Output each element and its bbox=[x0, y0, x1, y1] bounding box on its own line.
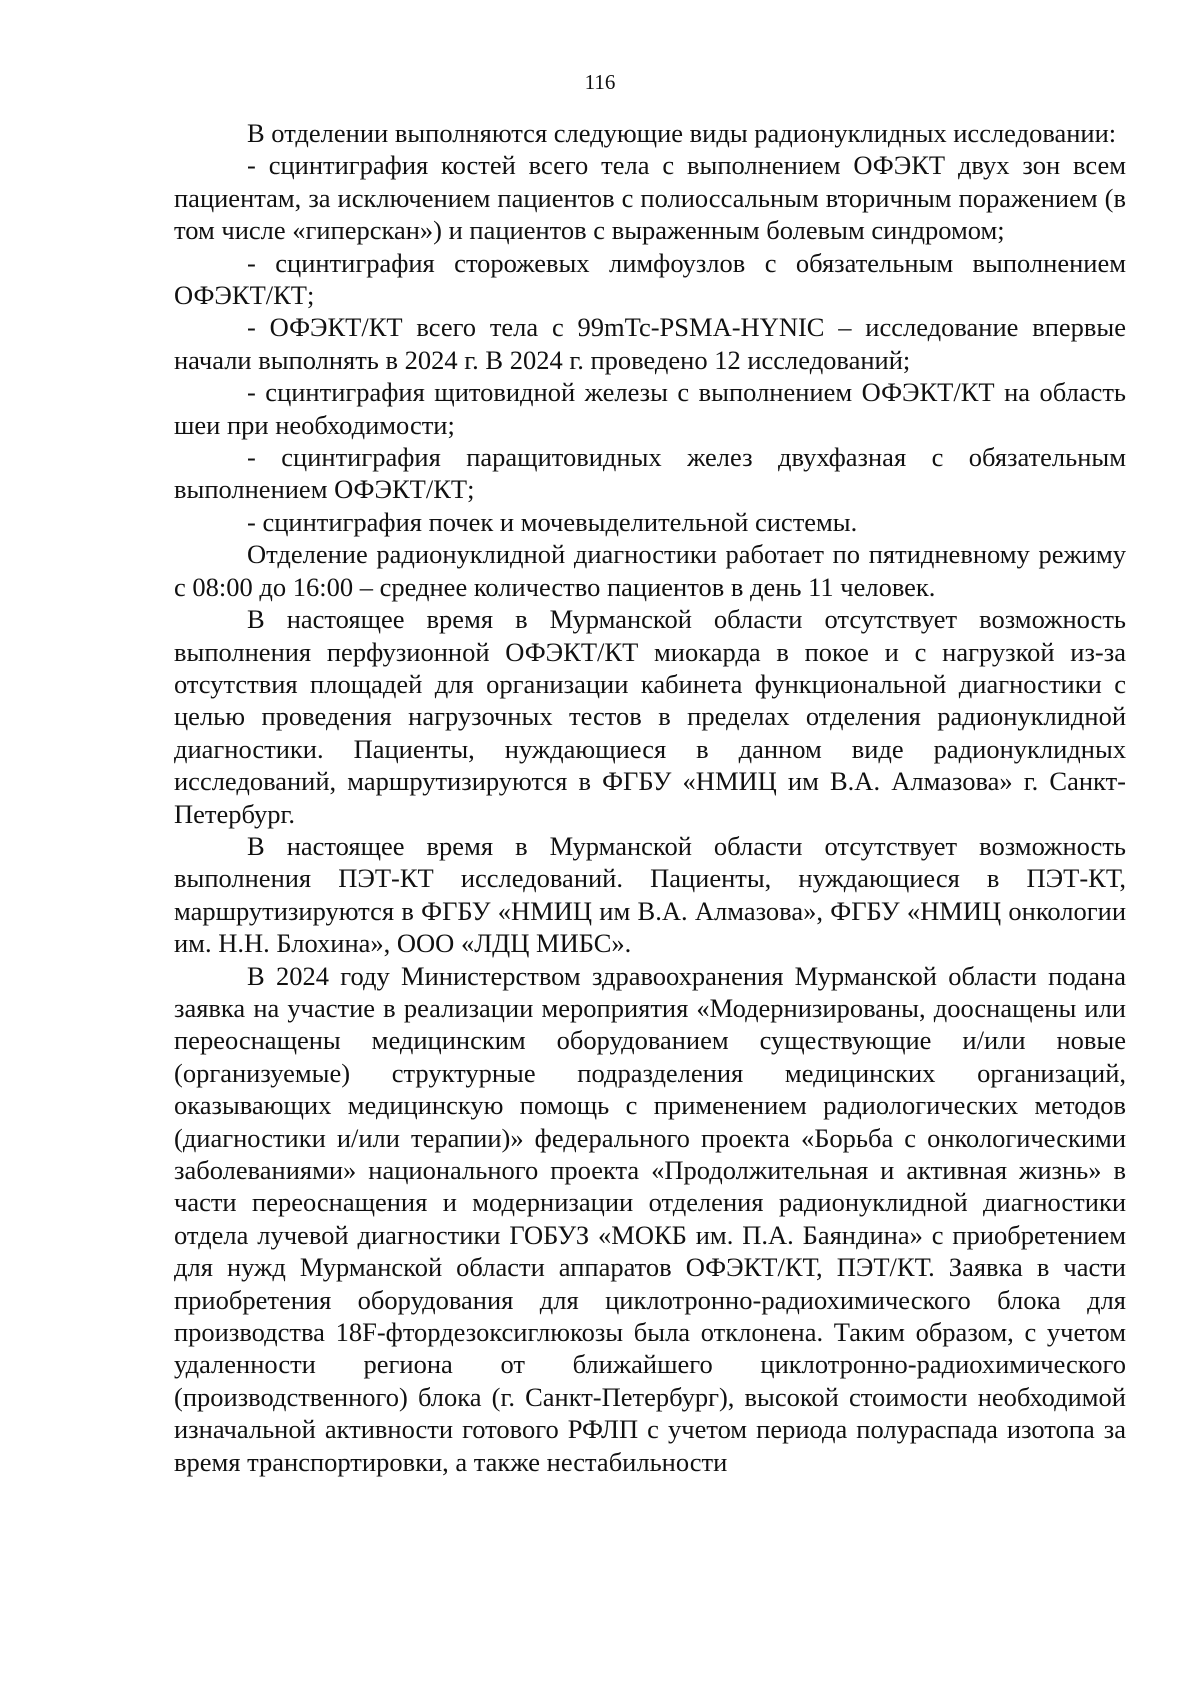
paragraph-modernization-2024: В 2024 году Министерством здравоохранения Мурманской области подана заявка на участие в реализации мероприятия «Модернизированы, дооснащены или переоснащены медицинским оборудованием существующие и/или новые (организуемые) структурные подразделения медицинских организаций, оказывающих медицинскую помощь с применением радиологических методов (диагностики и/или терапии)» федерального проекта «Борьба с онкологическими заболеваниями» национального проекта «Продолжительная и активная жизнь» в части переоснащения и модернизации отделения радионуклидной диагностики отдела лучевой диагностики ГОБУЗ «МОКБ им. П.А. Баяндина» с приобретением для нужд Мурманской области аппаратов ОФЭКТ/КТ, ПЭТ/КТ. Заявка в части приобретения оборудования для циклотронно-радиохимического блока для производства 18F-фтордезоксиглюкозы была отклонена. Таким образом, с учетом удаленности региона от ближайшего циклотронно-радиохимического (производственного) блока (г. Санкт-Петербург), высокой стоимости необходимой изначальной активности готового РФЛП с учетом периода полураспада изотопа за время транспортировки, а также нестабильности bbox=[174, 960, 1126, 1477]
paragraph-pet-ct: В настоящее время в Мурманской области отсутствует возможность выполнения ПЭТ-КТ исследований. Пациенты, нуждающиеся в ПЭТ-КТ, маршрутизируются в ФГБУ «НМИЦ им В.А. Алмазова», ФГБУ «НМИЦ онкологии им. Н.Н. Блохина», ООО «ЛДЦ МИБС». bbox=[174, 830, 1126, 959]
paragraph-schedule: Отделение радионуклидной диагностики работает по пятидневному режиму с 08:00 до 16:00 – среднее количество пациентов в день 11 человек. bbox=[174, 539, 1126, 602]
list-item-parathyroid-scintigraphy: - сцинтиграфия паращитовидных желез двухфазная с обязательным выполнением ОФЭКТ/КТ; bbox=[174, 442, 1126, 505]
list-item-bone-scintigraphy: - сцинтиграфия костей всего тела с выполнением ОФЭКТ двух зон всем пациентам, за исключением пациентов с полиоссальным вторичным поражением (в том числе «гиперскан») и пациентов с выраженным болевым синдромом; bbox=[174, 150, 1126, 246]
list-item-psma-spect-ct: - ОФЭКТ/КТ всего тела с 99mTc-PSMA-HYNIC – исследование впервые начали выполнять в 2024 г. В 2024 г. проведено 12 исследований; bbox=[174, 312, 1126, 375]
page-number: 116 bbox=[584, 70, 616, 94]
paragraph-intro: В отделении выполняются следующие виды радионуклидных исследовании: bbox=[247, 118, 1117, 148]
list-item-renal-scintigraphy: - сцинтиграфия почек и мочевыделительной системы. bbox=[247, 506, 858, 537]
document-body bbox=[174, 117, 1126, 1478]
list-item-sentinel-lymph-nodes: - сцинтиграфия сторожевых лимфоузлов с обязательным выполнением ОФЭКТ/КТ; bbox=[174, 247, 1126, 311]
paragraph-myocardial-perfusion: В настоящее время в Мурманской области отсутствует возможность выполнения перфузионной ОФЭКТ/КТ миокарда в покое и с нагрузкой из-за отсутствия площадей для организации кабинета функциональной диагностики с целью проведения нагрузочных тестов в пределах отделения радионуклидной диагностики. Пациенты, нуждающиеся в данном виде радионуклидных исследований, маршрутизируются в ФГБУ «НМИЦ им В.А. Алмазова» г. Санкт-Петербург. bbox=[174, 604, 1126, 829]
list-item-thyroid-scintigraphy: - сцинтиграфия щитовидной железы с выполнением ОФЭКТ/КТ на область шеи при необходимости; bbox=[174, 377, 1126, 440]
